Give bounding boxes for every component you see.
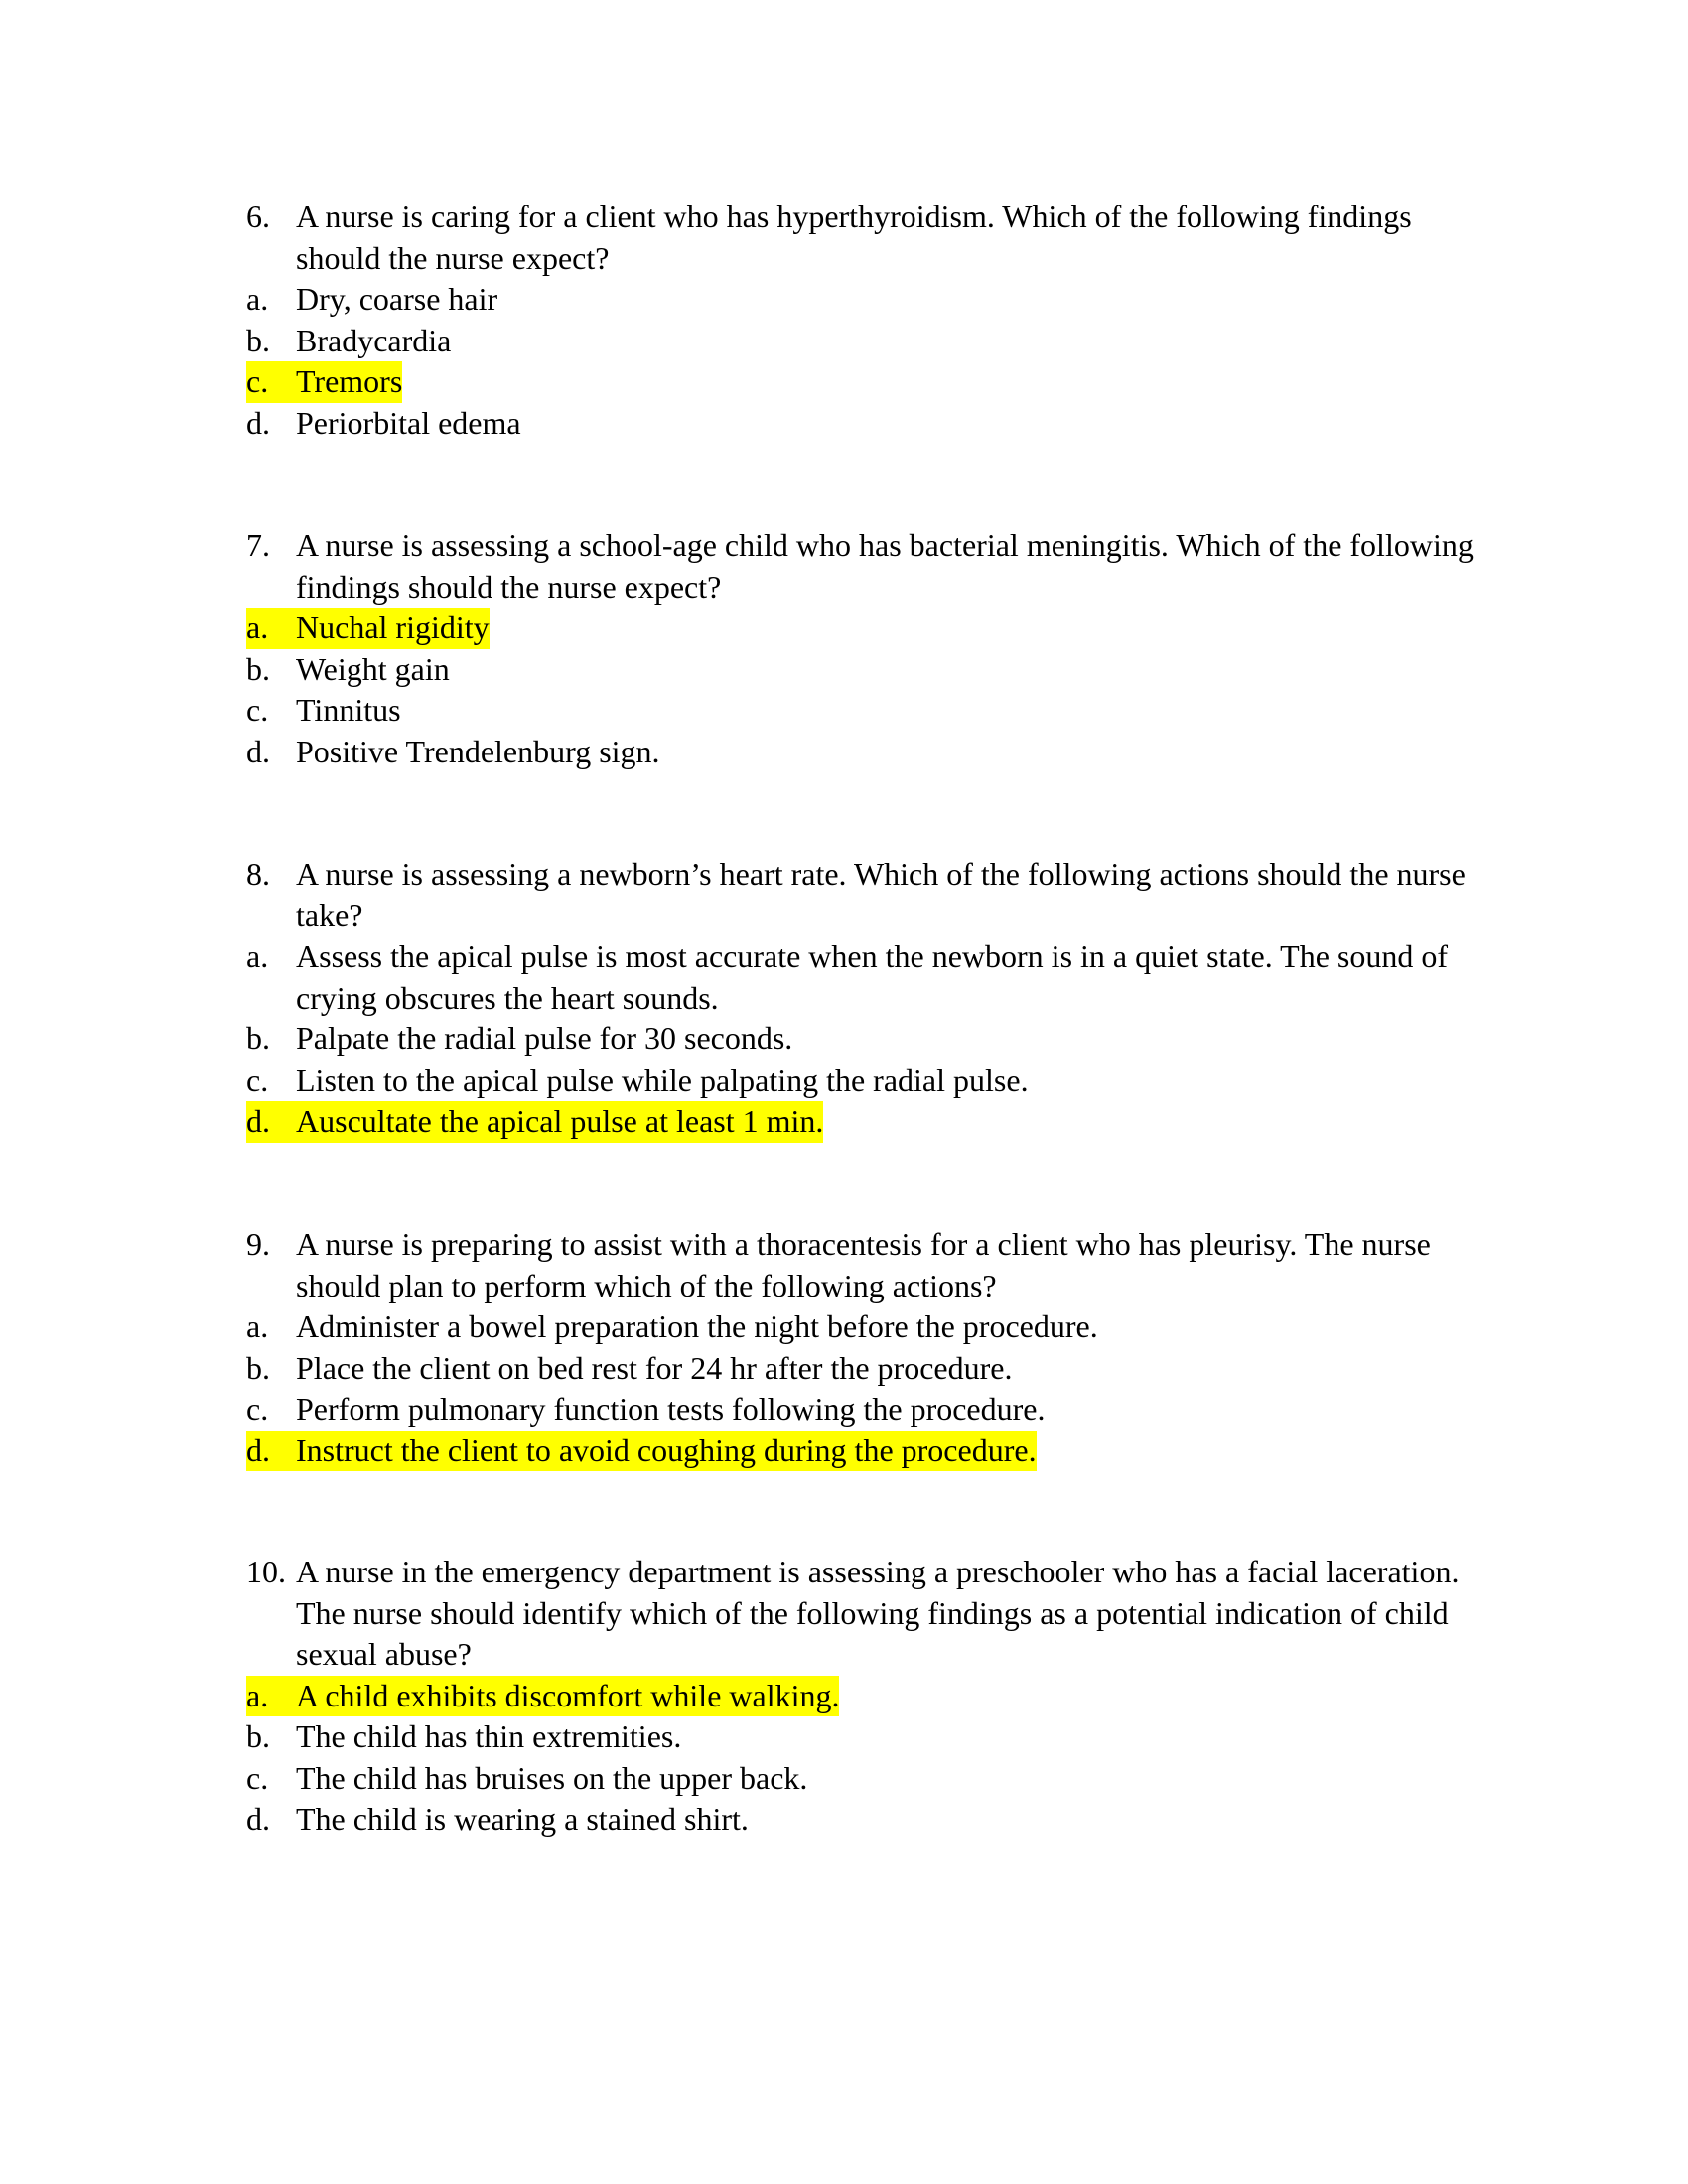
- answer-option: [246, 403, 1477, 445]
- answer-option: [246, 1716, 1477, 1758]
- question-text: A nurse in the emergency department is assessing a preschooler who has a facial laceration. The nurse should identify which of the following findings as a potential indication of child sexual abuse?: [296, 1554, 1460, 1672]
- option-letter: a.: [246, 1677, 269, 1713]
- option-letter: b.: [246, 1349, 270, 1386]
- option-letter: a.: [246, 281, 269, 317]
- answer-option: [246, 321, 1477, 362]
- option-letter: d.: [246, 1801, 270, 1837]
- answer-option: [246, 1306, 1477, 1348]
- question-6: [246, 197, 1477, 444]
- question-text: A nurse is assessing a school-age child who has bacterial meningitis. Which of the following findings should the nurse expect?: [296, 527, 1474, 605]
- correct-answer-option: [246, 361, 1477, 403]
- option-letter: b.: [246, 650, 270, 687]
- answer-option: [246, 1060, 1477, 1102]
- answer-highlight: [246, 1676, 839, 1717]
- option-text: Bradycardia: [296, 322, 452, 358]
- question-number: 8.: [246, 856, 270, 891]
- question-stem: [246, 1552, 1477, 1676]
- option-text: Listen to the apical pulse while palpating the radial pulse.: [296, 1061, 1029, 1098]
- answer-highlight: [246, 608, 490, 649]
- option-text: Perform pulmonary function tests following the procedure.: [296, 1391, 1046, 1427]
- correct-answer-option: [246, 1101, 1477, 1143]
- answer-option: [246, 936, 1477, 1019]
- option-letter: a.: [246, 1308, 269, 1344]
- question-text: A nurse is assessing a newborn’s heart rate. Which of the following actions should the nurse take?: [296, 856, 1466, 933]
- question-number: 6.: [246, 199, 270, 234]
- option-text: The child has bruises on the upper back.: [296, 1759, 808, 1796]
- question-text: A nurse is preparing to assist with a thoracentesis for a client who has pleurisy. The nurse should plan to perform which of the following actions?: [296, 1226, 1431, 1303]
- option-letter: d.: [246, 1432, 270, 1468]
- option-letter: d.: [246, 1103, 270, 1139]
- option-text: Auscultate the apical pulse at least 1 min.: [296, 1103, 824, 1139]
- option-text: The child has thin extremities.: [296, 1718, 682, 1754]
- correct-answer-option: [246, 1676, 1477, 1717]
- option-text: The child is wearing a stained shirt.: [296, 1801, 749, 1837]
- option-text: Administer a bowel preparation the night before the procedure.: [296, 1308, 1098, 1344]
- option-letter: c.: [246, 363, 269, 399]
- answer-option: [246, 732, 1477, 773]
- option-letter: d.: [246, 404, 270, 441]
- question-stem: [246, 1224, 1477, 1306]
- option-text: Positive Trendelenburg sign.: [296, 733, 660, 769]
- correct-answer-option: [246, 608, 1477, 649]
- answer-option: [246, 649, 1477, 691]
- option-text: Weight gain: [296, 650, 450, 687]
- answer-option: [246, 1019, 1477, 1060]
- question-8: [246, 854, 1477, 1143]
- answer-option: [246, 279, 1477, 321]
- option-text: Tinnitus: [296, 692, 401, 728]
- option-letter: c.: [246, 1391, 269, 1427]
- question-7: [246, 525, 1477, 772]
- option-text: Assess the apical pulse is most accurate when the newborn is in a quiet state. The sound of crying obscures the heart sounds.: [296, 938, 1449, 1016]
- answer-option: [246, 1799, 1477, 1841]
- question-10: [246, 1552, 1477, 1841]
- option-letter: a.: [246, 938, 269, 974]
- option-letter: b.: [246, 1021, 270, 1056]
- answer-highlight: [246, 361, 402, 403]
- option-text: Nuchal rigidity: [296, 610, 490, 645]
- option-text: Instruct the client to avoid coughing during the procedure.: [296, 1432, 1037, 1468]
- answer-highlight: [246, 1431, 1037, 1472]
- option-letter: b.: [246, 322, 270, 358]
- question-stem: [246, 525, 1477, 608]
- answer-option: [246, 1758, 1477, 1800]
- question-number: 9.: [246, 1226, 270, 1262]
- option-letter: c.: [246, 1061, 269, 1098]
- answer-highlight: [246, 1101, 823, 1143]
- option-text: Dry, coarse hair: [296, 281, 498, 317]
- option-letter: c.: [246, 1759, 269, 1796]
- option-text: A child exhibits discomfort while walking.: [296, 1677, 840, 1713]
- option-text: Palpate the radial pulse for 30 seconds.: [296, 1021, 793, 1056]
- question-number: 10.: [246, 1554, 286, 1589]
- question-9: [246, 1224, 1477, 1471]
- option-letter: a.: [246, 610, 269, 645]
- option-text: Tremors: [296, 363, 403, 399]
- answer-option: [246, 1389, 1477, 1431]
- answer-option: [246, 690, 1477, 732]
- question-stem: [246, 854, 1477, 936]
- option-letter: c.: [246, 692, 269, 728]
- question-number: 7.: [246, 527, 270, 563]
- option-text: Place the client on bed rest for 24 hr after the procedure.: [296, 1349, 1013, 1386]
- option-text: Periorbital edema: [296, 404, 521, 441]
- question-text: A nurse is caring for a client who has hyperthyroidism. Which of the following findings should the nurse expect?: [296, 199, 1412, 276]
- option-letter: b.: [246, 1718, 270, 1754]
- option-letter: d.: [246, 733, 270, 769]
- question-stem: [246, 197, 1477, 279]
- correct-answer-option: [246, 1431, 1477, 1472]
- answer-option: [246, 1348, 1477, 1390]
